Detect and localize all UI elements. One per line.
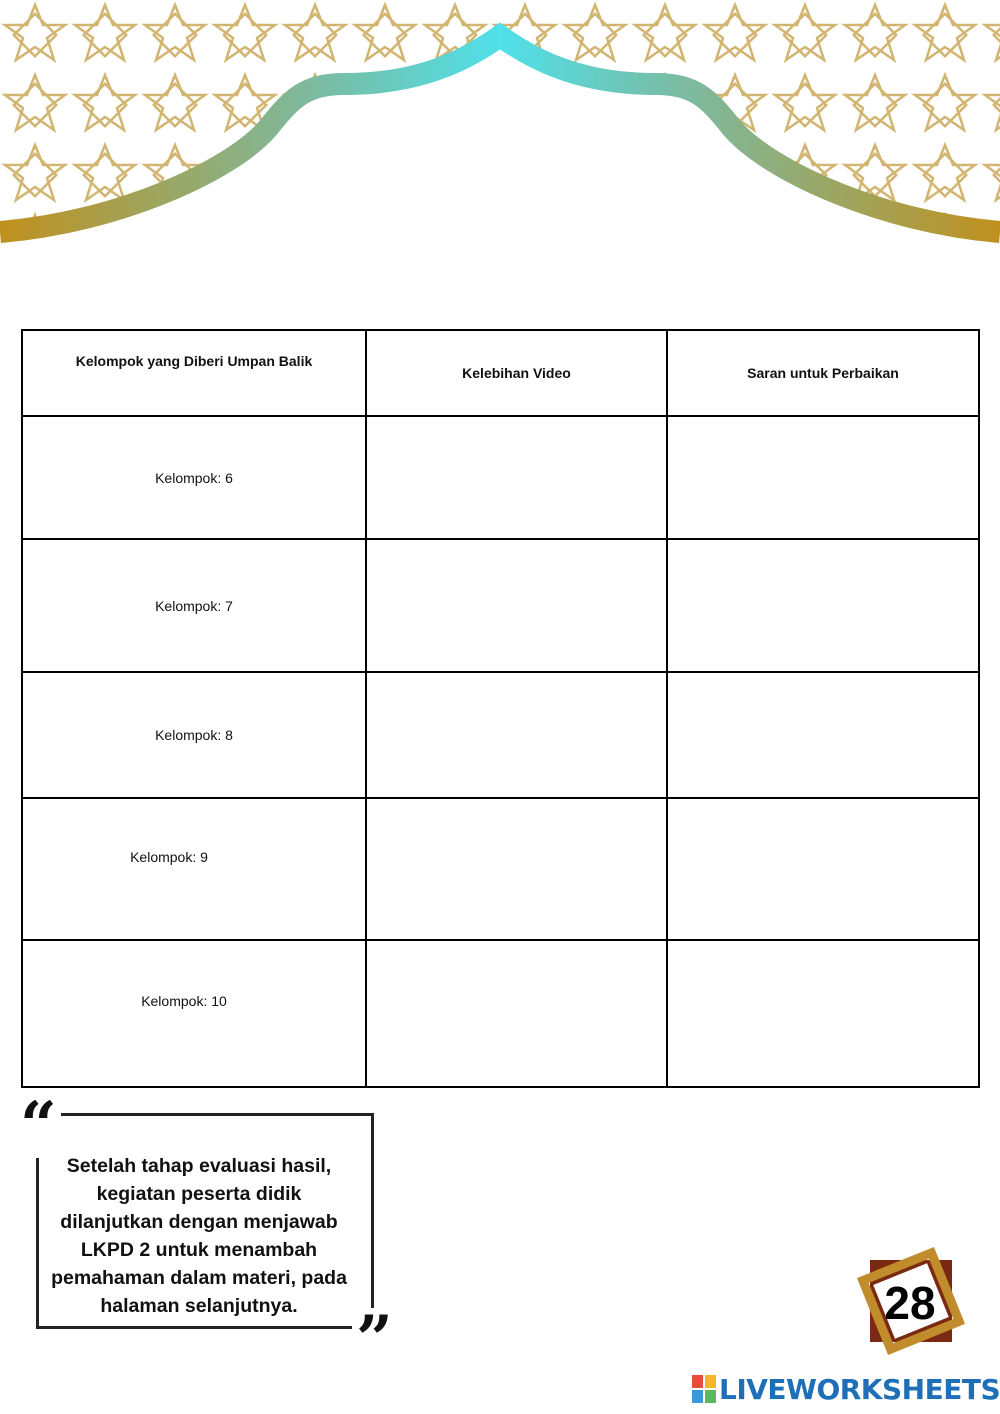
strengths-cell[interactable] <box>366 539 667 672</box>
table-row <box>22 672 979 798</box>
header-suggestions: Saran untuk Perbaikan <box>667 330 979 416</box>
brand-name: LIVEWORKSHEETS <box>719 1372 1000 1406</box>
strengths-cell[interactable] <box>366 672 667 798</box>
table-row <box>22 539 979 672</box>
group-label: Kelompok: 9 <box>22 798 366 940</box>
strengths-cell[interactable] <box>366 798 667 940</box>
group-label: Kelompok: 6 <box>22 416 366 539</box>
header-strengths: Kelebihan Video <box>366 330 667 416</box>
table-row <box>22 416 979 539</box>
strengths-cell[interactable] <box>366 416 667 539</box>
group-label: Kelompok: 8 <box>22 672 366 798</box>
open-quote-mark: “ <box>16 1094 61 1158</box>
suggestions-cell[interactable] <box>667 539 979 672</box>
feedback-table <box>21 329 980 1088</box>
page-number: 28 <box>884 1277 936 1329</box>
group-label: Kelompok: 10 <box>22 940 366 1087</box>
suggestions-cell[interactable] <box>667 940 979 1087</box>
table-header-row <box>22 330 979 416</box>
liveworksheets-logo-icon <box>692 1375 716 1403</box>
suggestions-cell[interactable] <box>667 798 979 940</box>
suggestions-cell[interactable] <box>667 416 979 539</box>
table-row <box>22 798 979 940</box>
table-row <box>22 940 979 1087</box>
group-label: Kelompok: 7 <box>22 539 366 672</box>
suggestions-cell[interactable] <box>667 672 979 798</box>
quote-text: Setelah tahap evaluasi hasil, kegiatan peserta didik dilanjutkan dengan menjawab LKPD 2 untuk menambah pemahaman dalam materi, pada halaman selanjutnya. <box>51 1155 347 1317</box>
liveworksheets-brand[interactable] <box>692 1372 1000 1406</box>
decorative-header-arch <box>0 0 1000 260</box>
close-quote-mark: ” <box>352 1308 397 1372</box>
strengths-cell[interactable] <box>366 940 667 1087</box>
header-group: Kelompok yang Diberi Umpan Balik <box>22 330 366 416</box>
